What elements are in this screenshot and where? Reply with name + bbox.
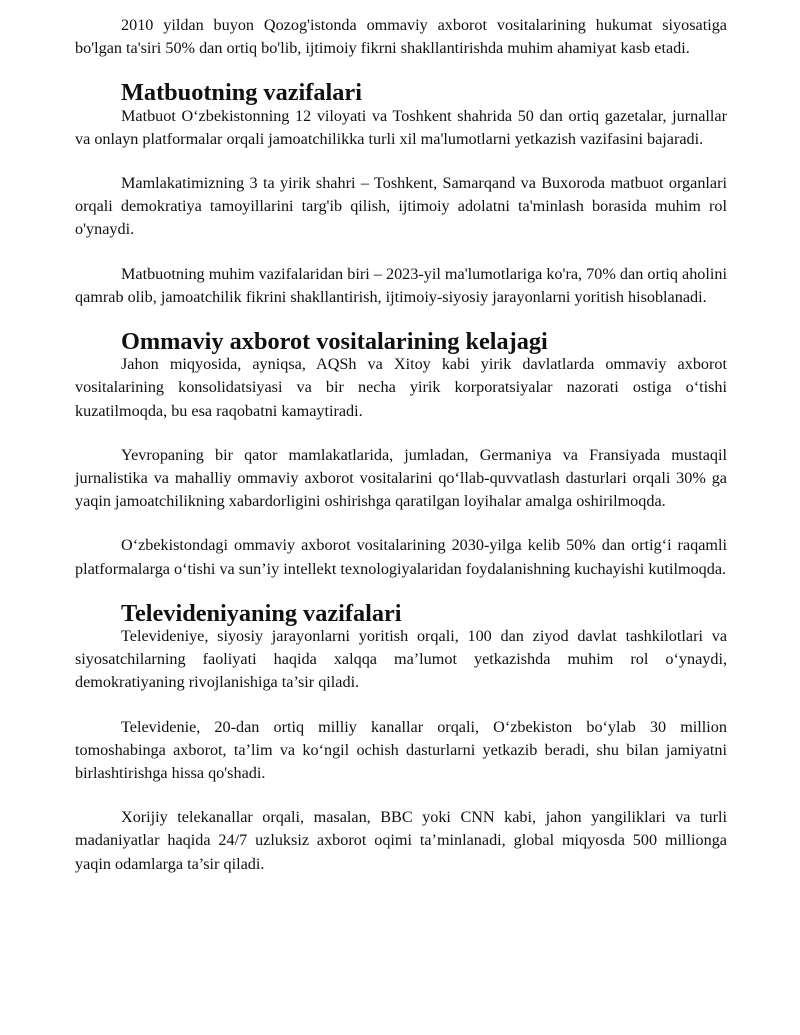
- television-paragraph-1: Televideniye, siyosiy jarayonlarni yoritish orqali, 100 dan ziyod davlat tashkilotlari va siyosatchilarning faoliyati haqida xalqqa ma’lumot yetkazishda muhim rol o‘ynaydi, demokratiyaning rivojlanishiga ta’sir qiladi.: [75, 627, 727, 692]
- press-paragraph-1: Matbuot O‘zbekistonning 12 viloyati va Toshkent shahrida 50 dan ortiq gazetalar, jurnallar va onlayn platformalar orqali jamoatchilikka turli xil ma'lumotlarni yetkazish vazifasini bajaradi.: [75, 106, 727, 148]
- section-heading-media-future: Ommaviy axborot vositalarining kelajagi: [121, 328, 548, 356]
- section-heading-press-tasks: Matbuotning vazifalari: [121, 79, 362, 107]
- section-heading-television-tasks: Televideniyaning vazifalari: [121, 599, 402, 627]
- television-paragraph-2: Televidenie, 20-dan ortiq milliy kanallar orqali, O‘zbekiston bo‘ylab 30 million tomoshabinga axborot, ta’lim va ko‘ngil ochish dasturlarni yetkazib beradi, shu bilan jamiyatni birlashtirishga hissa qo'shadi.: [75, 717, 727, 783]
- press-paragraph-2: Mamlakatimizning 3 ta yirik shahri – Toshkent, Samarqand va Buxoroda matbuot organlari orqali demokratiya tamoyillarini targ'ib qilish, ijtimoiy adolatni ta'minlash borasida muhim rol o'ynaydi.: [75, 174, 727, 239]
- television-paragraph-3: Xorijiy telekanallar orqali, masalan, BBC yoki CNN kabi, jahon yangiliklari va turli madaniyatlar haqida 24/7 uzluksiz axborot oqimi ta’minlanadi, global miqyosda 500 millionga yaqin odamlarga ta’sir qiladi.: [75, 808, 727, 873]
- press-paragraph-3: Matbuotning muhim vazifalaridan biri – 2023-yil ma'lumotlariga ko'ra, 70% dan ortiq aholini qamrab olib, jamoatchilik fikrini shakllantirish, ijtimoiy-siyosiy jarayonlarni yoritish hisoblanadi.: [75, 264, 727, 306]
- document-page: [75, 14, 727, 876]
- media-future-paragraph-2: Yevropaning bir qator mamlakatlarida, jumladan, Germaniya va Fransiyada mustaqil jurnalistika va mahalliy ommaviy axborot vositalarini qo‘llab-quvvatlash dasturlari orqali 30% ga yaqin jamoatchilikning xabardorligini oshirishga qaratilgan loyihalar amalga oshirilmoqda.: [75, 445, 727, 511]
- intro-paragraph: 2010 yildan buyon Qozog'istonda ommaviy axborot vositalarining hukumat siyosatiga bo'lgan ta'siri 50% dan ortiq bo'lib, ijtimoiy fikrni shakllantirishda muhim ahamiyat kasb etadi.: [75, 16, 727, 58]
- media-future-paragraph-1: Jahon miqyosida, ayniqsa, AQSh va Xitoy kabi yirik davlatlarda ommaviy axborot vositalarining konsolidatsiyasi va bir necha yirik korporatsiyalar nazorati ostiga o‘tishi kuzatilmoqda, bu esa raqobatni kamaytiradi.: [75, 355, 727, 420]
- media-future-paragraph-3: O‘zbekistondagi ommaviy axborot vositalarining 2030-yilga kelib 50% dan ortig‘i raqamli platformalarga o‘tishi va sun’iy intellekt texnologiyalaridan foydalanishning kuchayishi kutilmoqda.: [75, 536, 727, 578]
